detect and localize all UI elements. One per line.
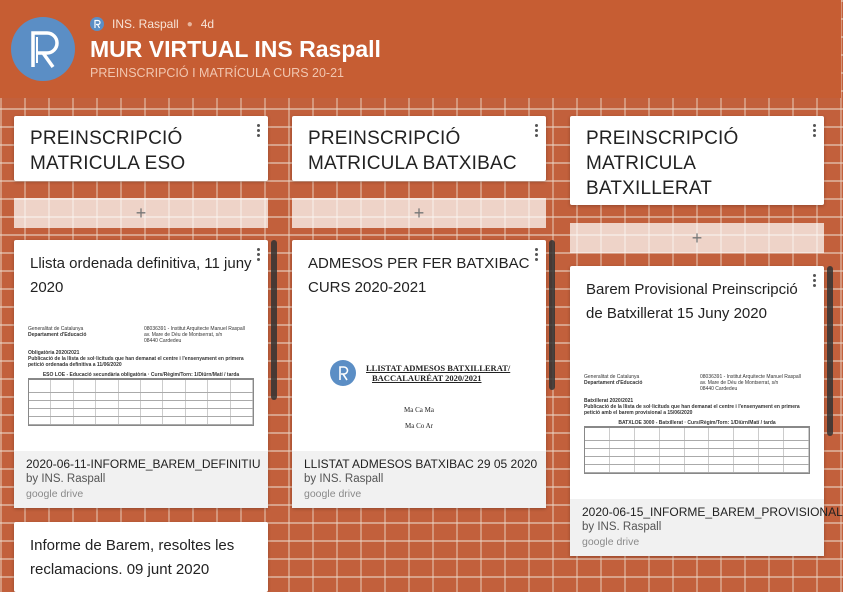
- column-heading: PREINSCRIPCIÓ MATRICULA BATXILLERAT: [586, 128, 739, 199]
- doc-address: av. Mare de Déu de Montserrat, s/n: [144, 332, 223, 338]
- column-header-eso: [14, 116, 268, 181]
- post-card[interactable]: [14, 522, 268, 592]
- column-scrollbar[interactable]: [549, 240, 555, 390]
- doc-org: Generalitat de Catalunya: [584, 374, 640, 380]
- padlet-header: [0, 0, 841, 98]
- doc-address: 08440 Cardedeu: [700, 386, 738, 392]
- column-heading: PREINSCRIPCIÓ MATRICULA ESO: [30, 128, 186, 174]
- post-card[interactable]: [14, 240, 268, 508]
- attachment-source: google drive: [582, 536, 640, 548]
- doc-description: Publicació de la llista de sol·licituds que han demanat el centre i l'ensenyament en primera petició ordenada definitiva a 11/06/2020: [28, 356, 244, 368]
- author-avatar-icon: [90, 17, 104, 31]
- column-scrollbar[interactable]: [827, 266, 833, 436]
- column-header-batxillerat: [570, 116, 824, 205]
- table-row: [29, 401, 253, 409]
- doc-heading: BACCALAURÉAT 2020/2021: [372, 373, 482, 383]
- table-row: [29, 393, 253, 401]
- separator-dot: ●: [186, 18, 193, 30]
- column-heading: PREINSCRIPCIÓ MATRICULA BATXIBAC: [308, 128, 517, 174]
- post-card[interactable]: [292, 240, 546, 508]
- doc-address: 08036391 - Institut Arquitecte Manuel Raspall: [700, 374, 801, 380]
- doc-heading: Obligatòria 2020/2021: [28, 350, 80, 356]
- post-card[interactable]: [570, 266, 843, 556]
- doc-dept: Departament d'Educació: [584, 380, 643, 386]
- post-title: Barem Provisional Preinscripció de Batxillerat 15 Juny 2020: [586, 281, 798, 322]
- table-row: [585, 428, 809, 441]
- doc-org: Generalitat de Catalunya: [28, 326, 84, 332]
- wall-title: MUR VIRTUAL INS Raspall: [90, 36, 381, 62]
- doc-logo-icon: [330, 360, 356, 386]
- attachment-info[interactable]: [292, 451, 546, 508]
- r-logo-icon: [23, 27, 63, 71]
- post-title: Informe de Barem, resoltes les reclamacions. 09 junt 2020: [30, 537, 235, 578]
- table-row: [585, 441, 809, 449]
- attachment-info[interactable]: [570, 499, 843, 556]
- author-name[interactable]: INS. Raspall: [112, 17, 179, 31]
- header-meta: [90, 17, 214, 31]
- attachment-preview[interactable]: [584, 374, 810, 496]
- table-row: [585, 457, 809, 465]
- table-row: [29, 380, 253, 393]
- table-row: [29, 417, 253, 425]
- attachment-info[interactable]: [14, 451, 268, 508]
- post-menu-icon[interactable]: [811, 274, 817, 287]
- doc-address: 08036391 - Institut Arquitecte Manuel Raspall: [144, 326, 245, 332]
- attachment-name[interactable]: LLISTAT ADMESOS BATXIBAC 29 05 2020: [304, 457, 538, 471]
- attachment-preview[interactable]: [28, 326, 254, 446]
- column-menu-icon[interactable]: [811, 124, 817, 137]
- attachment-name[interactable]: 2020-06-11-INFORME_BAREM_DEFINITIU: [26, 457, 261, 471]
- doc-name: Ma Co Ar: [405, 422, 433, 430]
- doc-table-title: ESO LOE - Educació secundària obligatòria · Curs/Règim/Torn: 1/Diürn/Matí / tarda: [28, 372, 254, 379]
- table-row: [29, 409, 253, 417]
- column-header-batxibac: [292, 116, 546, 181]
- post-title: Llista ordenada definitiva, 11 juny 2020: [30, 255, 252, 296]
- add-post-button-batxillerat[interactable]: +: [570, 223, 824, 253]
- post-title: ADMESOS PER FER BATXIBAC CURS 2020-2021: [308, 255, 530, 296]
- table-row: [585, 449, 809, 457]
- column-scrollbar[interactable]: [271, 240, 277, 400]
- wall-subtitle: PREINSCRIPCIÓ I MATRÍCULA CURS 20-21: [90, 66, 344, 80]
- school-logo: [11, 17, 75, 81]
- attachment-preview[interactable]: [306, 360, 532, 446]
- doc-dept: Departament d'Educació: [28, 332, 87, 338]
- doc-table-title: BATXLOE 3000 - Batxillerat · Curs/Règim/Torn: 1/Diürn/Matí / tarda: [584, 420, 810, 427]
- column-menu-icon[interactable]: [255, 124, 261, 137]
- doc-name: Ma Ca Ma: [404, 406, 434, 414]
- post-menu-icon[interactable]: [255, 248, 261, 261]
- attachment-name[interactable]: 2020-06-15_INFORME_BAREM_PROVISIONAL: [582, 505, 843, 519]
- doc-description: Publicació de la llista de sol·licituds que han demanat el centre i l'ensenyament en primera petició amb el barem provisional a 15/06/2020: [584, 404, 800, 416]
- column-menu-icon[interactable]: [533, 124, 539, 137]
- attachment-author: by INS. Raspall: [582, 521, 662, 533]
- table-row: [585, 465, 809, 473]
- doc-address: av. Mare de Déu de Montserrat, s/n: [700, 380, 779, 386]
- post-menu-icon[interactable]: [533, 248, 539, 261]
- add-post-button-eso[interactable]: +: [14, 198, 268, 228]
- add-post-button-batxibac[interactable]: +: [292, 198, 546, 228]
- post-age: 4d: [200, 17, 215, 31]
- doc-heading: LLISTAT ADMESOS BATXILLERAT/: [366, 363, 511, 373]
- doc-address: 08440 Cardedeu: [144, 338, 182, 344]
- attachment-author: by INS. Raspall: [26, 473, 106, 485]
- attachment-source: google drive: [26, 488, 84, 500]
- doc-heading: Batxillerat 2020/2021: [584, 398, 634, 404]
- doc-table: [28, 379, 254, 426]
- doc-table: [584, 427, 810, 474]
- attachment-author: by INS. Raspall: [304, 473, 384, 485]
- attachment-source: google drive: [304, 488, 362, 500]
